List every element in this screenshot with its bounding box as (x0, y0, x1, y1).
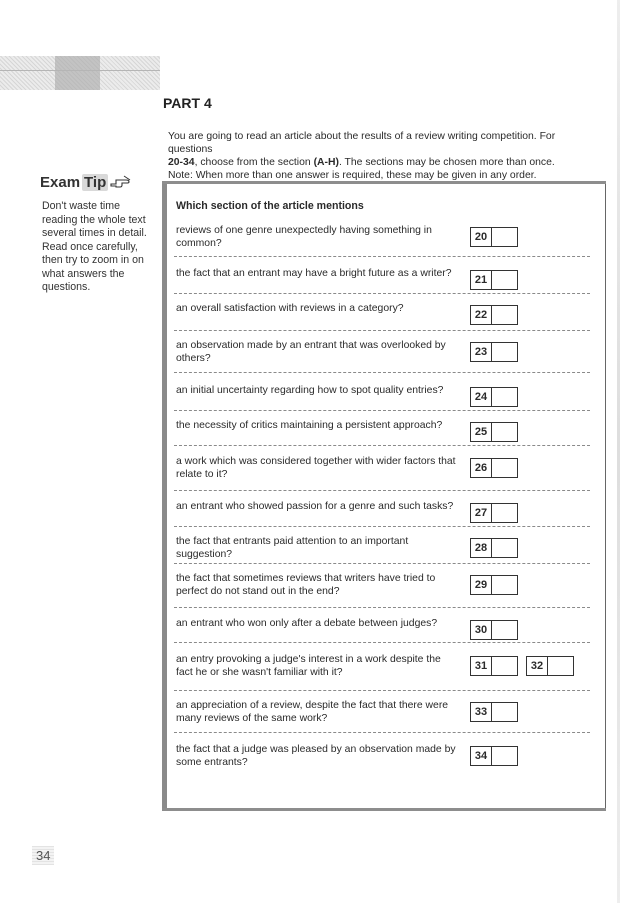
question-row (170, 385, 596, 425)
question-heading: Which section of the article mentions (176, 200, 364, 212)
instructions-line-3: Note: When more than one answer is required, these may be given in any order. (168, 170, 537, 181)
answer-box[interactable] (492, 656, 518, 676)
instructions-line-2b: . The sections may be chosen more than once. (338, 157, 555, 168)
question-text: an appreciation of a review, despite the fact that there were many reviews of the same work? (176, 700, 449, 724)
question-number-box: 30 (470, 620, 492, 640)
question-number-box: 21 (470, 270, 492, 290)
question-row (170, 536, 596, 576)
question-row (170, 618, 596, 658)
instructions-line-2 (168, 156, 600, 169)
question-row (170, 340, 596, 380)
exam-tip-logo (40, 171, 132, 193)
page-number: 34 (32, 846, 54, 865)
question-row (170, 268, 596, 308)
answer-box[interactable] (492, 746, 518, 766)
answer-box[interactable] (492, 538, 518, 558)
dashed-divider (174, 293, 590, 294)
question-number-box: 33 (470, 702, 492, 722)
exam-tip-text: Don't waste time reading the whole text several times in detail. Read once carefully, then try to zoom in on what answers the questions. (42, 200, 147, 293)
part-title: PART 4 (163, 95, 212, 111)
answer-box[interactable] (492, 270, 518, 290)
question-number-box: 31 (470, 656, 492, 676)
answer-box[interactable] (492, 305, 518, 325)
answer-box[interactable] (492, 503, 518, 523)
pointing-hand-icon (110, 174, 132, 190)
dashed-divider (174, 256, 590, 257)
question-number-box: 29 (470, 575, 492, 595)
question-text: the fact that sometimes reviews that writers have tried to perfect do not stand out in the end? (176, 573, 436, 597)
question-row (170, 420, 596, 460)
question-number-box: 26 (470, 458, 492, 478)
question-number-box: 20 (470, 227, 492, 247)
question-number-box: 27 (470, 503, 492, 523)
exam-tip-word-tip: Tip (84, 173, 107, 191)
question-text: reviews of one genre unexpectedly having something in common? (176, 225, 432, 249)
question-row (170, 654, 596, 694)
question-box-bottom-rule (162, 808, 606, 811)
dashed-divider (174, 563, 590, 564)
question-number-box: 24 (470, 387, 492, 407)
question-text: an overall satisfaction with reviews in a category? (176, 303, 404, 314)
question-text: a work which was considered together with wider factors that relate to it? (176, 456, 456, 480)
question-number-box: 32 (526, 656, 548, 676)
dashed-divider (174, 330, 590, 331)
question-text: an observation made by an entrant that was overlooked by others? (176, 340, 446, 364)
question-number-box: 28 (470, 538, 492, 558)
answer-box[interactable] (492, 620, 518, 640)
question-text: an initial uncertainty regarding how to spot quality entries? (176, 385, 444, 396)
question-number-box: 23 (470, 342, 492, 362)
header-band-dark (55, 56, 100, 90)
question-text: the necessity of critics maintaining a persistent approach? (176, 420, 443, 431)
question-text: the fact that entrants paid attention to an important suggestion? (176, 536, 409, 560)
dashed-divider (174, 526, 590, 527)
question-range: 20-34 (168, 157, 195, 168)
instructions-line-2a: , choose from the section (194, 157, 314, 168)
question-text: an entrant who won only after a debate between judges? (176, 618, 438, 629)
instructions (168, 130, 600, 182)
question-text: an entrant who showed passion for a genre and such tasks? (176, 501, 454, 512)
answer-box[interactable] (492, 387, 518, 407)
question-row (170, 501, 596, 541)
answer-box[interactable] (492, 422, 518, 442)
question-text: the fact that an entrant may have a bright future as a writer? (176, 268, 452, 279)
question-row (170, 303, 596, 343)
question-row (170, 700, 596, 740)
dashed-divider (174, 372, 590, 373)
question-box-top-rule (162, 181, 606, 184)
dashed-divider (174, 732, 590, 733)
answer-box[interactable] (492, 227, 518, 247)
question-number-box: 34 (470, 746, 492, 766)
dashed-divider (174, 490, 590, 491)
scan-edge (617, 0, 620, 903)
dashed-divider (174, 445, 590, 446)
dashed-divider (174, 410, 590, 411)
question-number-box: 22 (470, 305, 492, 325)
question-row (170, 744, 596, 784)
answer-box[interactable] (492, 702, 518, 722)
section-range: (A-H) (313, 157, 339, 168)
question-number-box: 25 (470, 422, 492, 442)
exam-tip-word-exam: Exam (40, 173, 81, 191)
answer-box[interactable] (492, 458, 518, 478)
answer-box[interactable] (548, 656, 574, 676)
answer-box[interactable] (492, 342, 518, 362)
dashed-divider (174, 607, 590, 608)
dashed-divider (174, 690, 590, 691)
dashed-divider (174, 642, 590, 643)
instructions-line-1: You are going to read an article about the results of a review writing competition. For questions (168, 131, 556, 155)
question-text: an entry provoking a judge's interest in a work despite the fact he or she wasn't familiar with it? (176, 654, 441, 678)
header-band-line (0, 70, 160, 71)
answer-box[interactable] (492, 575, 518, 595)
question-row (170, 225, 596, 265)
question-text: the fact that a judge was pleased by an observation made by some entrants? (176, 744, 456, 768)
